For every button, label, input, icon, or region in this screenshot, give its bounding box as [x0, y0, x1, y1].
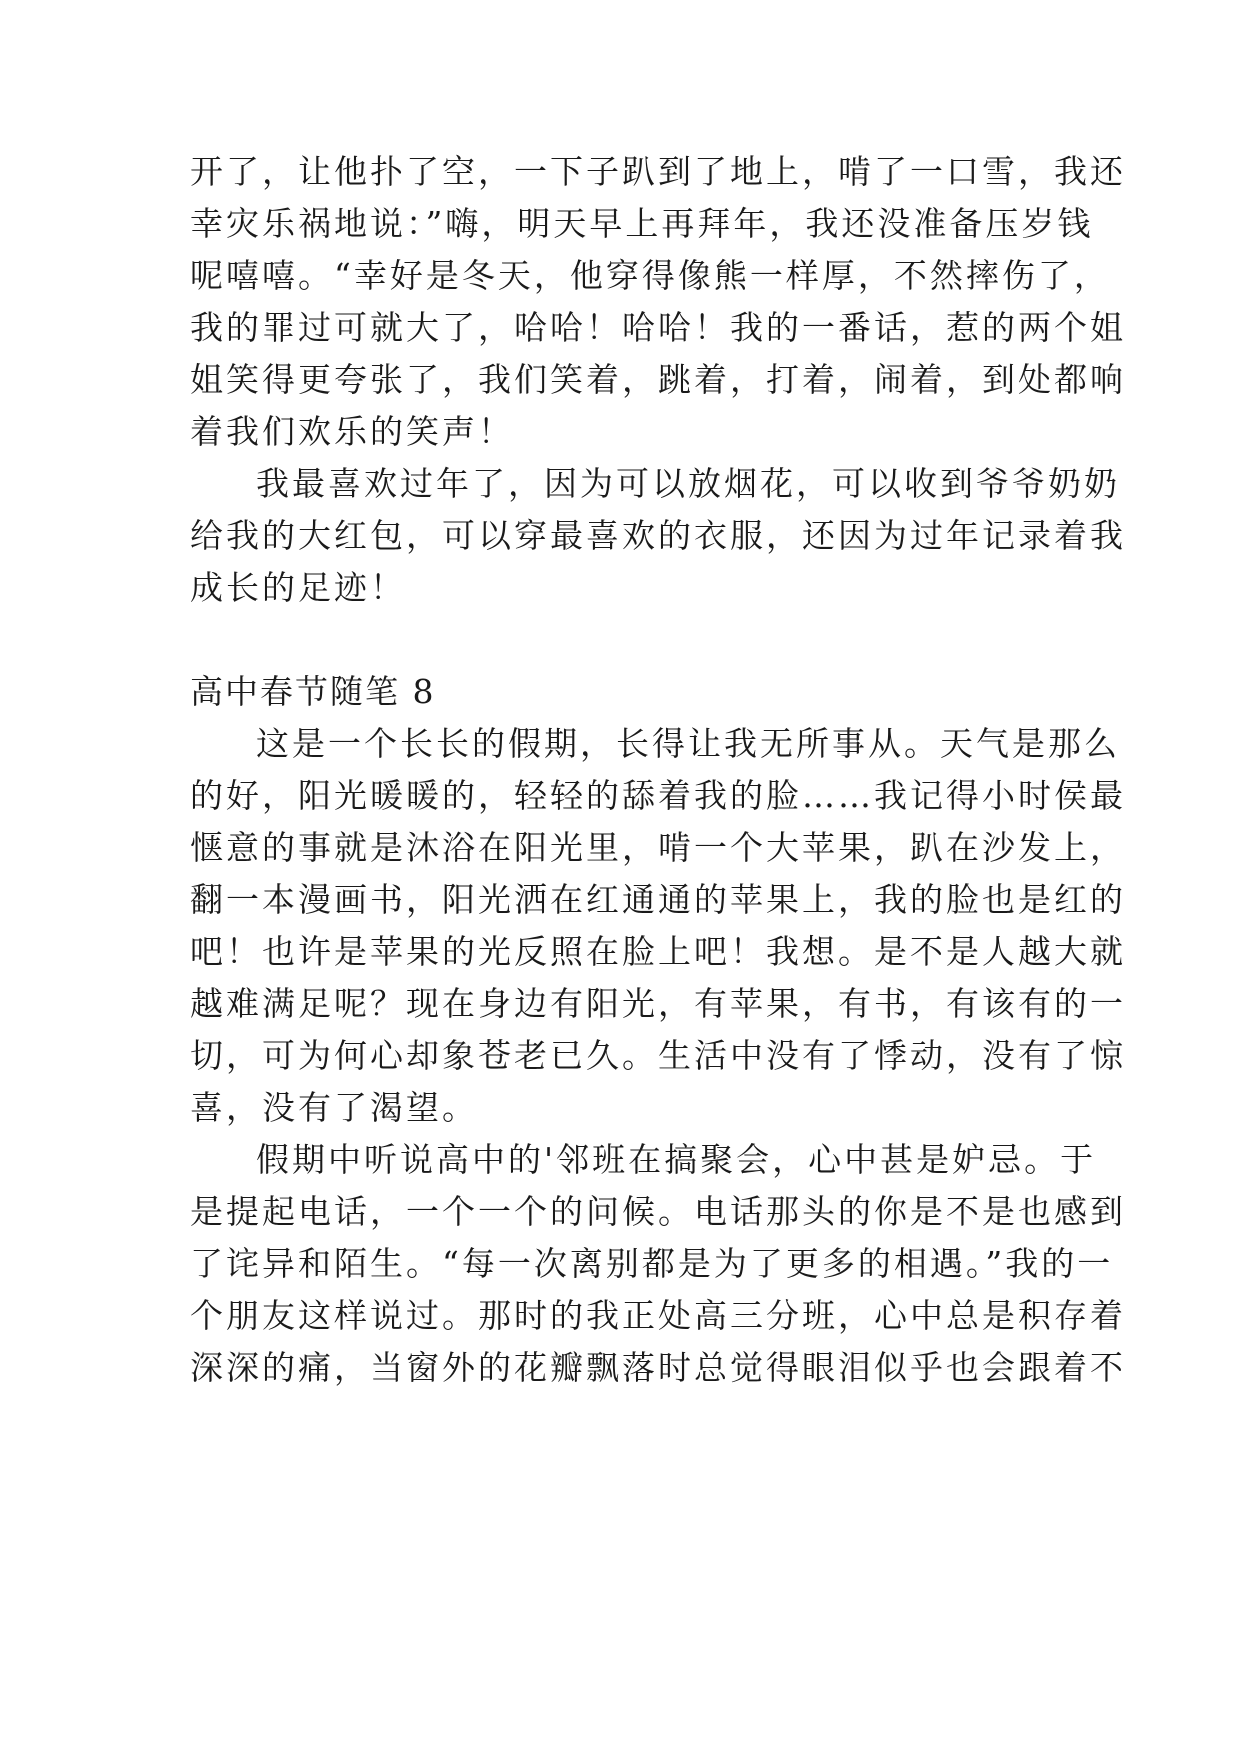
paragraph-first-line: 我最喜欢过年了，因为可以放烟花，可以收到爷爷奶奶 — [256, 464, 1120, 503]
text-line: 给我的大红包，可以穿最喜欢的衣服，还因为过年记录着我 — [190, 516, 1126, 555]
paragraph-first-line: 假期中听说高中的'邻班在搞聚会，心中甚是妒忌。于 — [256, 1140, 1097, 1179]
text-line: 幸灾乐祸地说：”嗨，明天早上再拜年，我还没准备压岁钱 — [190, 204, 1094, 243]
text-line: 开了，让他扑了空，一下子趴到了地上，啃了一口雪，我还 — [190, 152, 1126, 191]
text-line: 我的罪过可就大了，哈哈！哈哈！我的一番话，惹的两个姐 — [190, 308, 1126, 347]
text-line: 深深的痛，当窗外的花瓣飘落时总觉得眼泪似乎也会跟着不 — [190, 1348, 1126, 1387]
text-line: 惬意的事就是沐浴在阳光里，啃一个大苹果，趴在沙发上， — [190, 828, 1126, 867]
text-line: 是提起电话，一个一个的问候。电话那头的你是不是也感到 — [190, 1192, 1126, 1231]
text-line: 吧！也许是苹果的光反照在脸上吧！我想。是不是人越大就 — [190, 932, 1126, 971]
text-line: 姐笑得更夸张了，我们笑着，跳着，打着，闹着，到处都响 — [190, 360, 1126, 399]
text-line: 个朋友这样说过。那时的我正处高三分班，心中总是积存着 — [190, 1296, 1126, 1335]
section-heading: 高中春节随笔 8 — [190, 672, 436, 711]
text-line: 翻一本漫画书，阳光洒在红通通的苹果上，我的脸也是红的 — [190, 880, 1126, 919]
text-line: 了诧异和陌生。“每一次离别都是为了更多的相遇。”我的一 — [190, 1244, 1114, 1283]
text-line: 着我们欢乐的笑声！ — [190, 412, 514, 451]
text-line: 的好，阳光暖暖的，轻轻的舔着我的脸……我记得小时侯最 — [190, 776, 1126, 815]
paragraph-first-line: 这是一个长长的假期，长得让我无所事从。天气是那么 — [256, 724, 1120, 763]
text-line: 越难满足呢？现在身边有阳光，有苹果，有书，有该有的一 — [190, 984, 1126, 1023]
text-line: 成长的足迹！ — [190, 568, 406, 607]
text-line: 喜，没有了渴望。 — [190, 1088, 478, 1127]
text-line: 切，可为何心却象苍老已久。生活中没有了悸动，没有了惊 — [190, 1036, 1126, 1075]
text-line: 呢嘻嘻。“幸好是冬天，他穿得像熊一样厚，不然摔伤了， — [190, 256, 1110, 295]
